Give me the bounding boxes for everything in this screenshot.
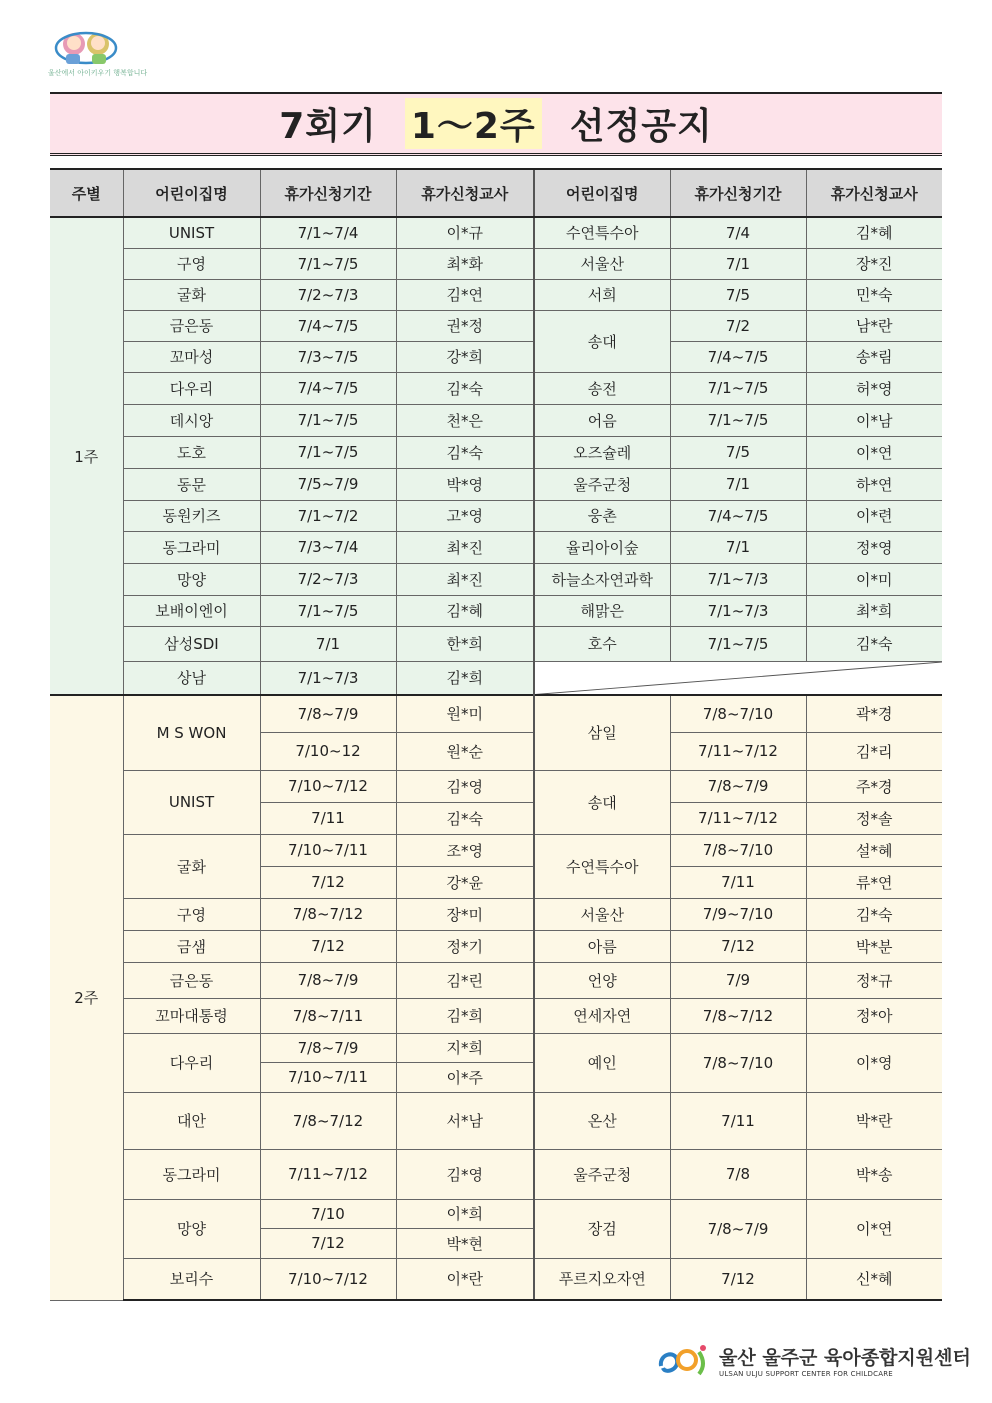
cell-daycare: 꼬마성 — [123, 341, 260, 372]
cell-period: 7/2~7/3 — [260, 563, 396, 595]
cell-period: 7/12 — [260, 866, 396, 898]
cell-teacher: 서*남 — [396, 1092, 534, 1149]
cell-daycare: 수연특수아 — [534, 217, 670, 248]
cell-teacher: 조*영 — [396, 834, 534, 866]
cell-period: 7/10~7/12 — [260, 770, 396, 802]
cell-daycare: 굴화 — [123, 834, 260, 898]
cell-period: 7/11~7/12 — [670, 802, 806, 834]
cell-daycare: 울주군청 — [534, 468, 670, 500]
cell-teacher: 이*주 — [396, 1062, 534, 1092]
cell-period: 7/12 — [260, 1228, 396, 1258]
cell-teacher: 이*연 — [806, 436, 942, 468]
cell-teacher: 신*혜 — [806, 1258, 942, 1300]
cell-period: 7/1~7/5 — [670, 372, 806, 404]
week-label: 1주 — [50, 217, 123, 695]
cell-daycare: 삼일 — [534, 695, 670, 770]
cell-teacher: 김*숙 — [806, 898, 942, 930]
cell-teacher: 장*진 — [806, 248, 942, 279]
cell-period: 7/1~7/5 — [260, 248, 396, 279]
table-row — [50, 372, 942, 404]
cell-daycare: 금은동 — [123, 310, 260, 341]
table-row — [50, 998, 942, 1033]
org-name-english: ULSAN ULJU SUPPORT CENTER FOR CHILDCARE — [719, 1369, 893, 1378]
cell-daycare: 다우리 — [123, 1033, 260, 1092]
cell-period: 7/9~7/10 — [670, 898, 806, 930]
cell-teacher: 곽*경 — [806, 695, 942, 732]
cell-daycare: 보리수 — [123, 1258, 260, 1300]
cell-period: 7/11~7/12 — [670, 732, 806, 770]
header-period: 휴가신청기간 — [260, 169, 396, 217]
cell-daycare: UNIST — [123, 217, 260, 248]
cell-period: 7/1 — [670, 248, 806, 279]
table-row — [50, 279, 942, 310]
cell-teacher: 김*혜 — [396, 595, 534, 626]
cell-teacher: 고*영 — [396, 500, 534, 531]
cell-daycare: 하늘소자연과학 — [534, 563, 670, 595]
cell-period: 7/2 — [670, 310, 806, 341]
table-row — [50, 531, 942, 563]
cell-period: 7/3~7/5 — [260, 341, 396, 372]
cell-teacher: 이*영 — [806, 1033, 942, 1092]
org-logo-icon — [655, 1340, 713, 1380]
cell-period: 7/12 — [670, 1258, 806, 1300]
cell-teacher: 민*숙 — [806, 279, 942, 310]
cell-daycare: 호수 — [534, 626, 670, 661]
cell-period: 7/8~7/10 — [670, 834, 806, 866]
cell-teacher: 한*희 — [396, 626, 534, 661]
cell-period: 7/8~7/11 — [260, 998, 396, 1033]
cell-teacher: 주*경 — [806, 770, 942, 802]
cell-teacher: 정*규 — [806, 962, 942, 998]
table-row — [50, 404, 942, 436]
table-row — [50, 930, 942, 962]
cell-period: 7/12 — [670, 930, 806, 962]
cell-daycare: 망양 — [123, 1199, 260, 1258]
cell-period: 7/8~7/9 — [670, 1199, 806, 1258]
week-label: 2주 — [50, 695, 123, 1300]
cell-period: 7/9 — [670, 962, 806, 998]
table-header-row — [50, 169, 942, 217]
table-row — [50, 695, 942, 732]
table-row — [50, 1033, 942, 1062]
cell-period: 7/8~7/10 — [670, 695, 806, 732]
cell-period: 7/5 — [670, 279, 806, 310]
cell-daycare: M S WON — [123, 695, 260, 770]
cell-teacher: 정*영 — [806, 531, 942, 563]
table-row — [50, 217, 942, 248]
cell-daycare: 삼성SDI — [123, 626, 260, 661]
cell-period: 7/4 — [670, 217, 806, 248]
cell-period: 7/12 — [260, 930, 396, 962]
cell-period: 7/8~7/12 — [260, 898, 396, 930]
title-weeks: 1～2주 — [405, 98, 542, 149]
cell-daycare: 동문 — [123, 468, 260, 500]
cell-daycare: 언양 — [534, 962, 670, 998]
table-row — [50, 1149, 942, 1199]
cell-teacher: 박*분 — [806, 930, 942, 962]
title-round: 7회기 — [279, 106, 377, 147]
cell-daycare: 도호 — [123, 436, 260, 468]
title-announcement: 선정공지 — [569, 106, 713, 147]
cell-teacher: 강*희 — [396, 341, 534, 372]
cell-period: 7/5 — [670, 436, 806, 468]
cell-teacher: 김*영 — [396, 1149, 534, 1199]
cell-teacher: 정*솔 — [806, 802, 942, 834]
cell-daycare: 대안 — [123, 1092, 260, 1149]
cell-period: 7/8~7/9 — [670, 770, 806, 802]
cell-period: 7/11 — [670, 1092, 806, 1149]
header-daycare: 어린이집명 — [123, 169, 260, 217]
cell-daycare: 율리아이숲 — [534, 531, 670, 563]
cell-teacher: 김*린 — [396, 962, 534, 998]
cell-daycare: 보배이엔이 — [123, 595, 260, 626]
cell-teacher: 정*기 — [396, 930, 534, 962]
cell-daycare: 상남 — [123, 661, 260, 695]
table-row — [50, 248, 942, 279]
cell-teacher: 송*림 — [806, 341, 942, 372]
table-row — [50, 962, 942, 998]
cell-period: 7/10~7/12 — [260, 1258, 396, 1300]
cell-period: 7/1~7/5 — [670, 404, 806, 436]
cell-period: 7/8~7/9 — [260, 962, 396, 998]
cell-daycare: 오즈슐레 — [534, 436, 670, 468]
selection-table — [50, 168, 942, 1301]
cell-period: 7/1~7/3 — [260, 661, 396, 695]
table-row — [50, 1199, 942, 1228]
cell-teacher: 김*희 — [396, 998, 534, 1033]
cell-teacher: 박*영 — [396, 468, 534, 500]
cell-period: 7/8~7/12 — [260, 1092, 396, 1149]
table-row — [50, 341, 942, 372]
cell-period: 7/1~7/5 — [670, 626, 806, 661]
table-row — [50, 661, 942, 695]
table-row — [50, 436, 942, 468]
cell-daycare: 어음 — [534, 404, 670, 436]
empty-cell-diagonal — [534, 661, 942, 695]
cell-period: 7/8~7/10 — [670, 1033, 806, 1092]
table-row — [50, 1258, 942, 1300]
cell-daycare: 동그라미 — [123, 531, 260, 563]
cell-period: 7/1 — [670, 531, 806, 563]
cell-period: 7/8 — [670, 1149, 806, 1199]
cell-period: 7/11~7/12 — [260, 1149, 396, 1199]
cell-daycare: 송대 — [534, 310, 670, 372]
cell-teacher: 하*연 — [806, 468, 942, 500]
cell-daycare: 꼬마대통령 — [123, 998, 260, 1033]
cell-period: 7/10 — [260, 1199, 396, 1228]
cell-teacher: 김*연 — [396, 279, 534, 310]
table-row — [50, 898, 942, 930]
table-row — [50, 834, 942, 866]
cell-daycare: 울주군청 — [534, 1149, 670, 1199]
cell-daycare: 웅촌 — [534, 500, 670, 531]
cell-daycare: 구영 — [123, 898, 260, 930]
cell-daycare: 온산 — [534, 1092, 670, 1149]
cell-period: 7/1~7/5 — [260, 595, 396, 626]
cell-daycare: 예인 — [534, 1033, 670, 1092]
cell-teacher: 김*영 — [396, 770, 534, 802]
logo-tagline: 울산에서 아이키우기 행복합니다 — [48, 69, 148, 77]
cell-period: 7/1~7/3 — [670, 563, 806, 595]
cell-period: 7/1~7/5 — [260, 436, 396, 468]
cell-teacher: 강*윤 — [396, 866, 534, 898]
cell-period: 7/8~7/12 — [670, 998, 806, 1033]
cell-teacher: 이*미 — [806, 563, 942, 595]
org-name-korean: 울산 울주군 육아종합지원센터 — [719, 1346, 971, 1369]
cell-daycare: 송전 — [534, 372, 670, 404]
cell-teacher: 장*미 — [396, 898, 534, 930]
cell-teacher: 김*혜 — [806, 217, 942, 248]
cell-daycare: 동원키즈 — [123, 500, 260, 531]
cell-teacher: 이*란 — [396, 1258, 534, 1300]
cell-period: 7/10~7/11 — [260, 1062, 396, 1092]
cell-teacher: 박*송 — [806, 1149, 942, 1199]
cell-period: 7/1~7/3 — [670, 595, 806, 626]
cell-daycare: UNIST — [123, 770, 260, 834]
cell-teacher: 천*은 — [396, 404, 534, 436]
header-teacher: 휴가신청교사 — [396, 169, 534, 217]
table-row — [50, 468, 942, 500]
table-row — [50, 1092, 942, 1149]
cell-period: 7/4~7/5 — [260, 372, 396, 404]
cell-teacher: 이*련 — [806, 500, 942, 531]
cell-teacher: 박*란 — [806, 1092, 942, 1149]
cell-daycare: 푸르지오자연 — [534, 1258, 670, 1300]
header-teacher-2: 휴가신청교사 — [806, 169, 942, 217]
cell-daycare: 수연특수아 — [534, 834, 670, 898]
cell-teacher: 최*진 — [396, 531, 534, 563]
header-period-2: 휴가신청기간 — [670, 169, 806, 217]
cell-daycare: 구영 — [123, 248, 260, 279]
cell-teacher: 원*순 — [396, 732, 534, 770]
cell-period: 7/1~7/5 — [260, 404, 396, 436]
cell-period: 7/1~7/2 — [260, 500, 396, 531]
cell-period: 7/8~7/9 — [260, 695, 396, 732]
cell-teacher: 정*아 — [806, 998, 942, 1033]
cell-daycare: 서울산 — [534, 898, 670, 930]
table-row — [50, 626, 942, 661]
cell-daycare: 아름 — [534, 930, 670, 962]
cell-daycare: 연세자연 — [534, 998, 670, 1033]
page-title — [50, 92, 942, 156]
cell-period: 7/1 — [670, 468, 806, 500]
cell-daycare: 금샘 — [123, 930, 260, 962]
cell-teacher: 지*희 — [396, 1033, 534, 1062]
cell-teacher: 이*연 — [806, 1199, 942, 1258]
footer-org — [655, 1340, 971, 1380]
table-row — [50, 595, 942, 626]
cell-teacher: 박*현 — [396, 1228, 534, 1258]
cell-teacher: 남*란 — [806, 310, 942, 341]
cell-period: 7/4~7/5 — [670, 500, 806, 531]
cell-daycare: 장검 — [534, 1199, 670, 1258]
cell-period: 7/10~7/11 — [260, 834, 396, 866]
cell-period: 7/11 — [670, 866, 806, 898]
cell-teacher: 권*정 — [396, 310, 534, 341]
cell-teacher: 김*숙 — [396, 802, 534, 834]
cell-period: 7/4~7/5 — [670, 341, 806, 372]
cell-teacher: 김*희 — [396, 661, 534, 695]
cell-daycare: 해맑은 — [534, 595, 670, 626]
table-row — [50, 770, 942, 802]
cell-teacher: 김*숙 — [396, 372, 534, 404]
cell-period: 7/11 — [260, 802, 396, 834]
cell-daycare: 금은동 — [123, 962, 260, 998]
cell-period: 7/4~7/5 — [260, 310, 396, 341]
cell-period: 7/1 — [260, 626, 396, 661]
cell-period: 7/10~12 — [260, 732, 396, 770]
header-daycare-2: 어린이집명 — [534, 169, 670, 217]
cell-daycare: 송대 — [534, 770, 670, 834]
table-row — [50, 500, 942, 531]
cell-teacher: 김*숙 — [396, 436, 534, 468]
cell-period: 7/8~7/9 — [260, 1033, 396, 1062]
cell-teacher: 설*혜 — [806, 834, 942, 866]
table-row — [50, 310, 942, 341]
cell-daycare: 다우리 — [123, 372, 260, 404]
cell-period: 7/5~7/9 — [260, 468, 396, 500]
cell-teacher: 허*영 — [806, 372, 942, 404]
cell-teacher: 원*미 — [396, 695, 534, 732]
cell-daycare: 굴화 — [123, 279, 260, 310]
cell-teacher: 김*리 — [806, 732, 942, 770]
cell-daycare: 서희 — [534, 279, 670, 310]
cell-teacher: 김*숙 — [806, 626, 942, 661]
cell-daycare: 동그라미 — [123, 1149, 260, 1199]
cell-teacher: 이*남 — [806, 404, 942, 436]
cell-teacher: 최*화 — [396, 248, 534, 279]
cell-teacher: 최*진 — [396, 563, 534, 595]
cell-period: 7/3~7/4 — [260, 531, 396, 563]
cell-daycare: 망양 — [123, 563, 260, 595]
cell-teacher: 최*희 — [806, 595, 942, 626]
cell-daycare: 데시앙 — [123, 404, 260, 436]
cell-daycare: 서울산 — [534, 248, 670, 279]
header-week: 주별 — [50, 169, 123, 217]
cell-teacher: 이*희 — [396, 1199, 534, 1228]
cell-period: 7/2~7/3 — [260, 279, 396, 310]
cell-period: 7/1~7/4 — [260, 217, 396, 248]
cell-teacher: 류*연 — [806, 866, 942, 898]
cell-teacher: 이*규 — [396, 217, 534, 248]
table-row — [50, 563, 942, 595]
